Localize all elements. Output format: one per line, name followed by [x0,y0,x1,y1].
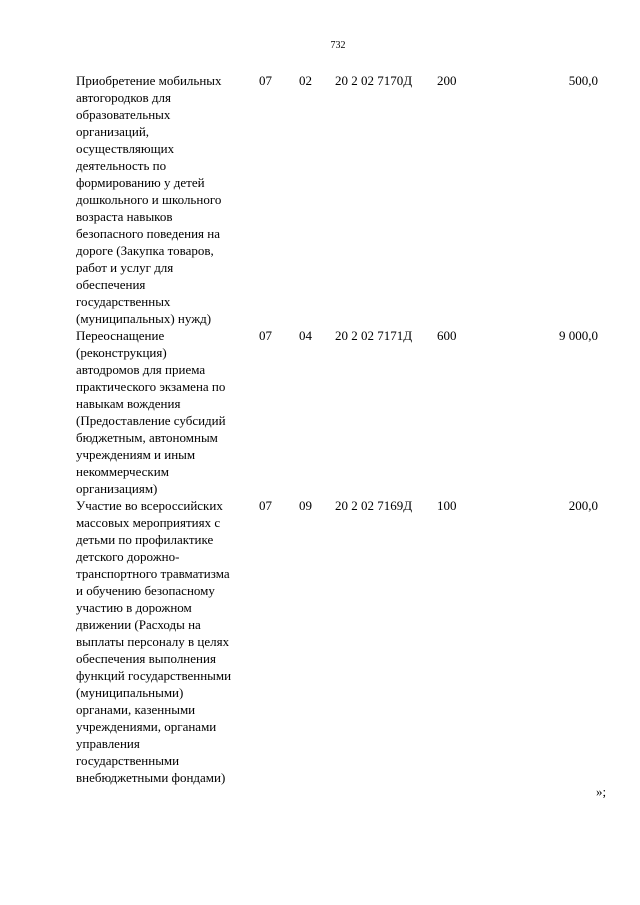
subsection-code-cell: 09 [299,498,312,513]
expense-type-cell: 100 [437,498,457,513]
expense-name-line: формированию у детей [76,175,205,190]
expense-name-line: движении (Расходы на [76,617,201,632]
expense-name-line: и обучению безопасному [76,583,215,598]
expense-name-line: учреждениям и иным [76,447,196,462]
expense-name-line: (Предоставление субсидий [76,413,226,428]
expense-type-cell: 600 [437,328,457,343]
section-code-cell: 07 [259,73,272,88]
amount-cell: 500,0 [568,73,598,88]
expense-name-line: бюджетным, автономным [76,430,218,445]
expense-type-cell: 200 [437,73,457,88]
expense-name-line: Участие во всероссийских [76,498,223,513]
page-number: 732 [330,40,346,51]
expense-name-line: органами, казенными [76,702,196,717]
target-article-cell: 20 2 02 7169Д [335,498,413,513]
expense-name-line: безопасного поведения на [76,226,221,241]
expense-name-line: внебюджетными фондами) [76,770,226,785]
target-article-cell: 20 2 02 7171Д [335,328,413,343]
expense-name-line: участию в дорожном [76,600,192,615]
expense-name-cell [76,72,259,327]
expense-name-line: функций государственными [76,668,232,683]
expense-name-line: образовательных [76,107,171,122]
expense-name-line: осуществляющих [76,141,175,156]
expense-name-line: обеспечения выполнения [76,651,216,666]
table-body [76,72,598,786]
expense-name-line: возраста навыков [76,209,173,224]
expense-name-line: работ и услуг для [76,260,174,275]
expense-name-cell [76,327,259,497]
expense-name-line: практического экзамена по [76,379,226,394]
expense-name-cell [76,497,259,786]
budget-table [76,72,598,786]
expense-name-line: (муниципальными) [76,685,184,700]
expense-name-line: дороге (Закупка товаров, [76,243,214,258]
expense-name-line: организациям) [76,481,158,496]
expense-name-line: организаций, [76,124,150,139]
section-code-cell: 07 [259,328,272,343]
expense-name-line: навыкам вождения [76,396,181,411]
expense-name-line: учреждениями, органами [76,719,217,734]
amount-cell: 9 000,0 [559,328,598,343]
expense-name-line: транспортного травматизма [76,566,230,581]
expense-name-line: государственными [76,753,180,768]
expense-name-line: детского дорожно- [76,549,180,564]
expense-name-line: деятельность по [76,158,167,173]
expense-name-line: выплаты персоналу в целях [76,634,230,649]
expense-name-line: некоммерческим [76,464,169,479]
expense-name-line: управления [76,736,140,751]
expense-name-line: детьми по профилактике [76,532,214,547]
expense-name-line: Приобретение мобильных [76,73,222,88]
expense-name-line: автодромов для приема [76,362,206,377]
subsection-code-cell: 02 [299,73,312,88]
subsection-code-cell: 04 [299,328,312,343]
target-article-cell: 20 2 02 7170Д [335,73,413,88]
expense-name-line: дошкольного и школьного [76,192,222,207]
expense-name-line: государственных [76,294,171,309]
table-row [76,497,598,786]
table-row [76,327,598,497]
expense-name-line: автогородков для [76,90,171,105]
expense-name-line: обеспечения [76,277,146,292]
closing-quote-mark: »; [596,784,607,799]
amount-cell: 200,0 [568,498,598,513]
section-code-cell: 07 [259,498,272,513]
expense-name-line: массовых мероприятиях с [76,515,221,530]
expense-name-line: (реконструкция) [76,345,167,360]
table-row [76,72,598,327]
expense-name-line: (муниципальных) нужд) [76,311,212,326]
expense-name-line: Переоснащение [76,328,165,343]
